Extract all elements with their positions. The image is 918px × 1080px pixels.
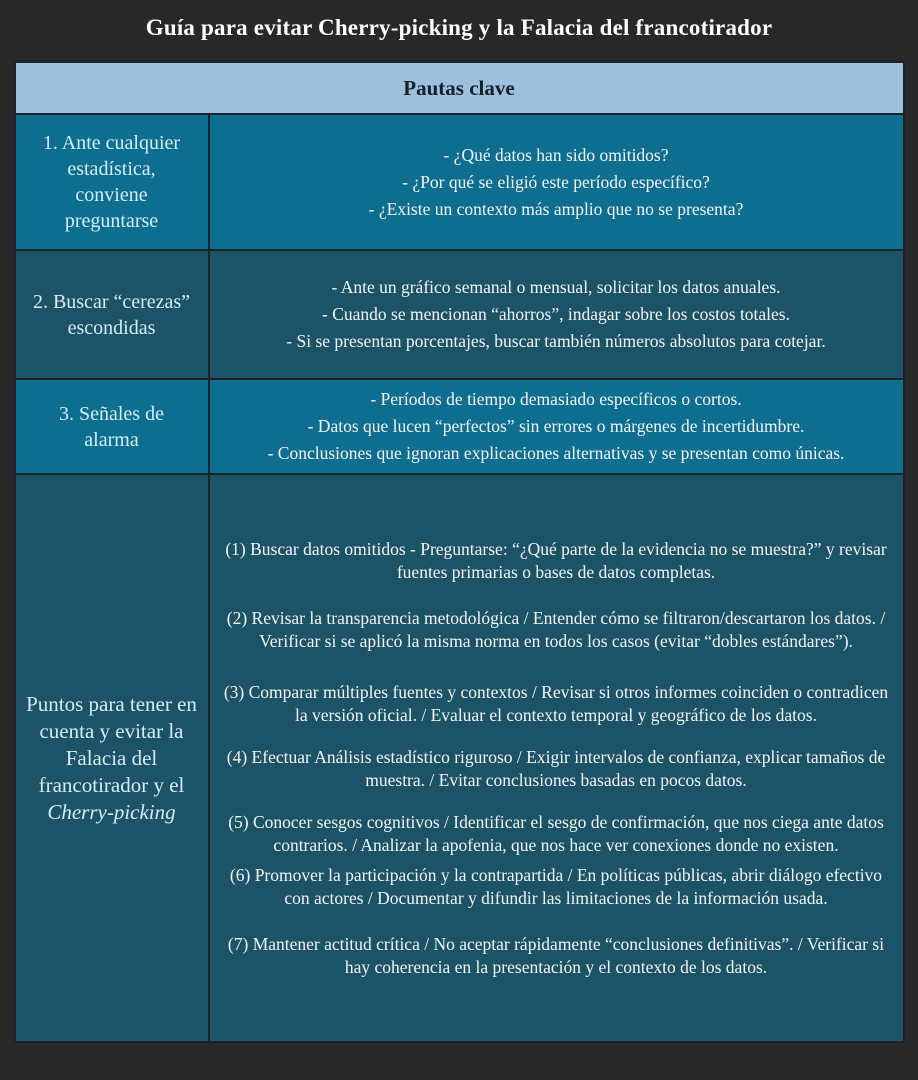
point-item: (6) Promover la participación y la contrapartida / En políticas públicas, abrir diálogo efectivo con actores / Documentar y difundir las limitaciones de la información usada. (229, 865, 883, 908)
row-label (16, 475, 208, 1041)
row-label-text: 1. Ante cualquier estadística, conviene preguntarse (42, 132, 181, 232)
point-item: (7) Mantener actitud crítica / No aceptar rápidamente “conclusiones definitivas”. / Verificar si hay coherencia en la presentación y el contexto de los datos. (227, 934, 885, 977)
row-label-normal: Puntos para tener en cuenta y evitar la Falacia del francotirador y el (26, 691, 197, 797)
list-item: - Si se presentan porcentajes, buscar también números absolutos para cotejar. (286, 331, 826, 351)
list-item: - Cuando se mencionan “ahorros”, indagar sobre los costos totales. (322, 304, 790, 324)
list-item: - Períodos de tiempo demasiado específicos o cortos. (370, 389, 742, 409)
table-row (16, 115, 903, 249)
guidelines-table (14, 61, 905, 1043)
page-title: Guía para evitar Cherry-picking y la Falacia del francotirador (145, 15, 773, 40)
point-item: (5) Conocer sesgos cognitivos / Identificar el sesgo de confirmación, que nos ciega ante datos contrarios. / Analizar la apofenia, que nos hace ver conexiones donde no existen. (228, 812, 884, 855)
point-item: (1) Buscar datos omitidos - Preguntarse: “¿Qué parte de la evidencia no se muestra?” y revisar fuentes primarias o bases de datos completas. (225, 539, 887, 582)
row-content (210, 380, 903, 473)
list-item: - Datos que lucen “perfectos” sin errores o márgenes de incertidumbre. (307, 416, 805, 436)
list-item: - Ante un gráfico semanal o mensual, solicitar los datos anuales. (331, 277, 781, 297)
list-item: - ¿Por qué se eligió este período específico? (402, 171, 710, 192)
list-item: - Conclusiones que ignoran explicaciones alternativas y se presentan como únicas. (267, 443, 845, 463)
row-label-text (22, 691, 202, 826)
list-item: - ¿Qué datos han sido omitidos? (443, 144, 669, 165)
row-content (210, 475, 903, 1041)
row-label-italic: Cherry-picking (47, 799, 176, 824)
point-item: (4) Efectuar Análisis estadístico riguroso / Exigir intervalos de confianza, explicar tamaños de muestra. / Evitar conclusiones basadas en pocos datos. (226, 747, 886, 790)
table-header: Pautas clave (16, 63, 903, 113)
table-row (16, 380, 903, 473)
table-row (16, 251, 903, 378)
row-label (16, 251, 208, 378)
row-label (16, 380, 208, 473)
table-row (16, 475, 903, 1041)
row-label (16, 115, 208, 249)
row-content (210, 115, 903, 249)
row-label-text: 2. Buscar “cerezas” escondidas (32, 290, 191, 339)
point-item: (2) Revisar la transparencia metodológica / Entender cómo se filtraron/descartaron los datos. / Verificar si se aplicó la misma norma en todos los casos (evitar “dobles estándares”). (226, 608, 886, 651)
point-item: (3) Comparar múltiples fuentes y contextos / Revisar si otros informes coinciden o contradicen la versión oficial. / Evaluar el contexto temporal y geográfico de los datos. (223, 682, 889, 725)
list-item: - ¿Existe un contexto más amplio que no se presenta? (368, 198, 744, 219)
row-label-text: 3. Señales de alarma (59, 402, 164, 451)
row-content (210, 251, 903, 378)
